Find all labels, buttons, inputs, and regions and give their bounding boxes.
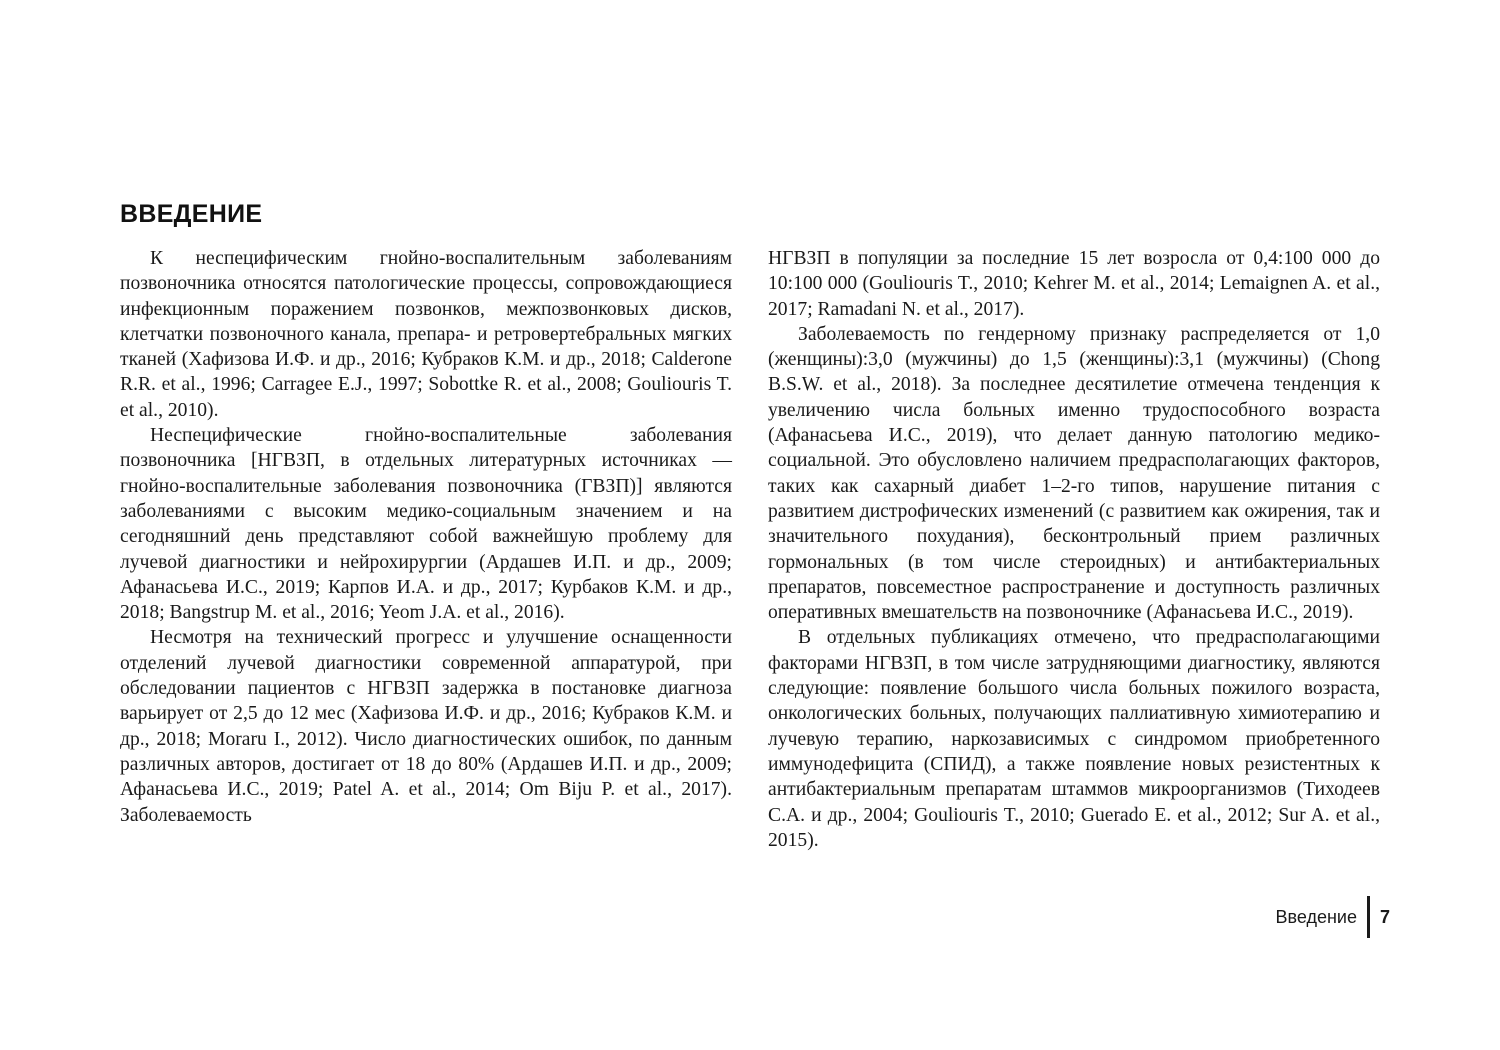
page-footer — [1275, 896, 1390, 938]
paragraph: Неспецифические гнойно-воспалительные заболевания позвоночника [НГВЗП, в отдельных литературных источниках — гнойно-воспалительные заболевания позвоночника (ГВЗП)] являются заболеваниями с высоким медико-социальным значением и на сегодняшний день представляют собой важнейшую проблему для лучевой диагностики и нейрохирургии (Ардашев И.П. и др., 2009; Афанасьева И.С., 2019; Карпов И.А. и др., 2017; Курбаков К.М. и др., 2018; Bangstrup M. et al., 2016; Yeom J.A. et al., 2016). — [120, 425, 732, 624]
page-number: 7 — [1379, 906, 1390, 927]
running-footer-section: Введение — [1275, 906, 1357, 927]
paragraph: В отдельных публикациях отмечено, что предрасполагающими факторами НГВЗП, в том числе затрудняющими диагностику, являются следующие: появление большого числа больных пожилого возраста, онкологических больных, получающих паллиативную химиотерапию и лучевую терапию, наркозависимых с синдромом приобретенного иммунодефицита (СПИД), а также появление новых резистентных к антибактериальным препаратам штаммов микроорганизмов (Тиходеев С.А. и др., 2004; Gouliouris T., 2010; Guerado E. et al., 2012; Sur A. et al., 2015). — [768, 627, 1380, 851]
paragraph-continuation: НГВЗП в популяции за последние 15 лет возросла от 0,4:100 000 до 10:100 000 (Gouliouris T., 2010; Kehrer M. et al., 2014; Lemaignen A. et al., 2017; Ramadani N. et al., 2017). — [768, 248, 1380, 320]
paragraph: Несмотря на технический прогресс и улучшение оснащенности отделений лучевой диагностики современной аппаратурой, при обследовании пациентов с НГВЗП задержка в постановке диагноза варьирует от 2,5 до 12 мес (Хафизова И.Ф. и др., 2016; Кубраков К.М. и др., 2018; Moraru I., 2012). Число диагностических ошибок, по данным различных авторов, достигает от 18 до 80% (Ардашев И.П. и др., 2009; Афанасьева И.С., 2019; Patel A. et al., 2014; Om Biju P. et al., 2017). Заболеваемость — [120, 627, 732, 826]
left-column — [120, 246, 732, 828]
paragraph: К неспецифическим гнойно-воспалительным заболеваниям позвоночника относятся патологические процессы, сопровождающиеся инфекционным поражением позвонков, межпозвонковых дисков, клетчатки позвоночного канала, препара- и ретровертебральных мягких тканей (Хафизова И.Ф. и др., 2016; Кубраков К.М. и др., 2018; Calderone R.R. et al., 1996; Carragee E.J., 1997; Sobottke R. et al., 2008; Gouliouris T. et al., 2010). — [120, 248, 732, 421]
right-column — [768, 246, 1380, 853]
section-heading: ВВЕДЕНИЕ — [120, 200, 263, 228]
paragraph: Заболеваемость по гендерному признаку распределяется от 1,0 (женщины):3,0 (мужчины) до 1,5 (женщины):3,1 (мужчины) (Chong B.S.W. et al., 2018). За последнее десятилетие отмечена тенденция к увеличению числа больных именно трудоспособного возраста (Афанасьева И.С., 2019), что делает данную патологию медико-социальной. Это обусловлено наличием предрасполагающих факторов, таких как сахарный диабет 1–2-го типов, нарушение питания с развитием дистрофических изменений (с развитием как ожирения, так и значительного похудания), бесконтрольный прием различных гормональных (в том числе стероидных) и антибактериальных препаратов, повсеместное распространение и доступность различных оперативных вмешательств на позвоночнике (Афанасьева И.С., 2019). — [768, 323, 1380, 624]
